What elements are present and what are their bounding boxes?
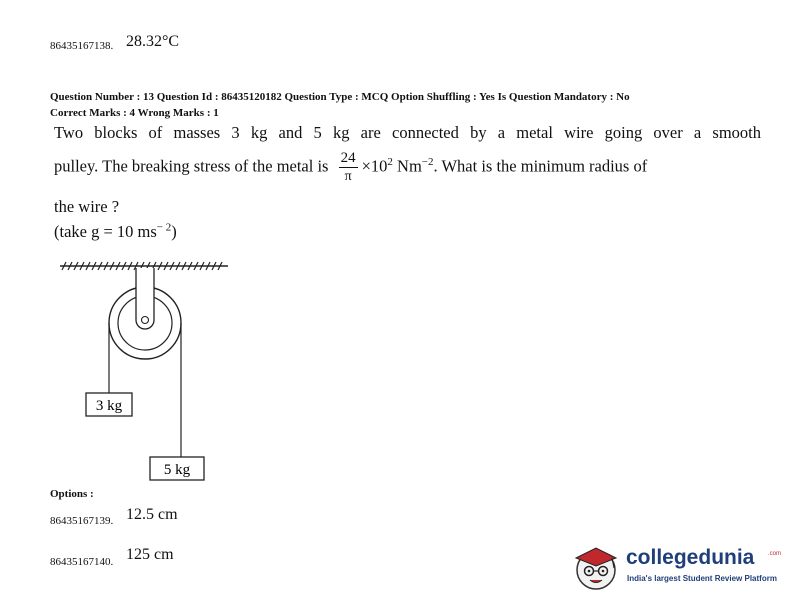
stress-fraction xyxy=(339,151,358,184)
mascot-icon xyxy=(572,540,622,592)
question-marks: Correct Marks : 4 Wrong Marks : 1 xyxy=(50,107,219,119)
option-value: 12.5 cm xyxy=(126,506,178,523)
option-value: 28.32°C xyxy=(126,33,180,50)
option-id: 86435167138. xyxy=(50,40,114,52)
hint-exponent: − 2 xyxy=(156,221,172,234)
fraction-numerator: 24 xyxy=(340,150,356,166)
question-line-2-end: . What is the minimum radius of xyxy=(433,156,648,176)
pulley-diagram xyxy=(56,258,236,484)
times-ten: ×10 xyxy=(361,156,388,176)
question-line-1: Two blocks of masses 3 kg and 5 kg are connected by a metal wire going over a smooth xyxy=(54,123,761,142)
collegedunia-logo xyxy=(572,538,784,594)
block-3kg-label: 3 kg xyxy=(95,398,123,414)
power-exponent: 2 xyxy=(387,155,393,168)
question-line-3: the wire ? xyxy=(54,197,120,216)
question-line-2-start: pulley. The breaking stress of the metal is xyxy=(54,156,329,176)
block-5kg-label: 5 kg xyxy=(163,462,191,478)
logo-suffix: .com xyxy=(768,551,782,557)
question-line-2 xyxy=(54,151,647,184)
unit-exponent: −2 xyxy=(421,155,434,168)
option-id: 86435167140. xyxy=(50,556,114,568)
question-meta: Question Number : 13 Question Id : 86435120182 Question Type : MCQ Option Shuffling : Yes Is Question Mandatory : No xyxy=(50,91,630,103)
option-value: 125 cm xyxy=(126,546,174,563)
option-id: 86435167139. xyxy=(50,515,114,527)
stress-unit: Nm xyxy=(397,156,422,176)
logo-name: collegedunia xyxy=(626,546,755,569)
hint-text: (take g = 10 ms xyxy=(54,222,157,241)
options-label: Options : xyxy=(50,488,94,500)
question-hint xyxy=(54,222,177,242)
fraction-denominator: π xyxy=(344,169,352,184)
hint-close: ) xyxy=(171,222,177,241)
logo-tagline: India's largest Student Review Platform xyxy=(627,574,777,583)
pulley-axle xyxy=(142,317,149,324)
